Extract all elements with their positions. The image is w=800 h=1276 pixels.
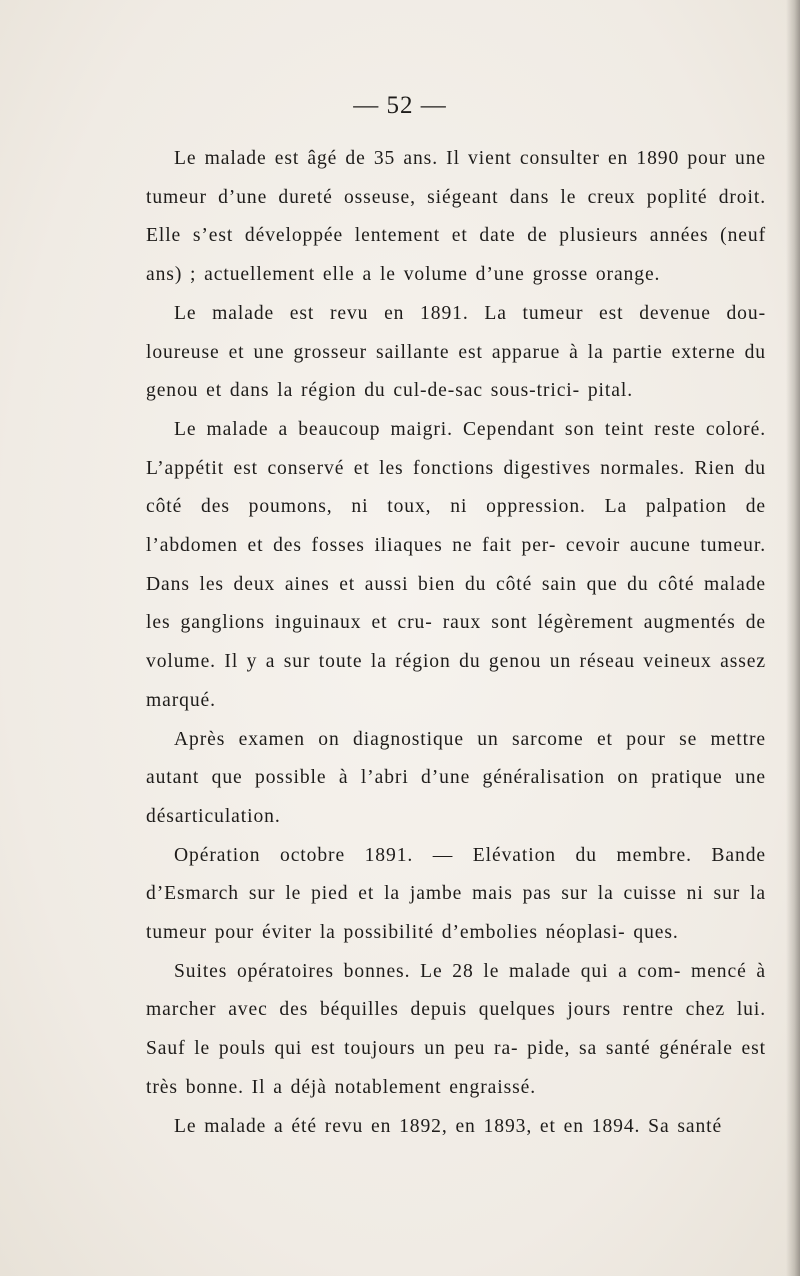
paragraph-7: Le malade a été revu en 1892, en 1893, et en 1894. Sa santé — [174, 1115, 723, 1137]
paragraph-4: Après examen on diagnostique un sarcome et pour se mettre autant que possible à l’abri d’une généralisation on pratique une désarticulation. — [146, 728, 766, 827]
body-text — [146, 140, 766, 1146]
page-edge-shadow — [786, 0, 800, 1276]
page-number: — 52 — — [353, 92, 447, 119]
paragraph-6: Suites opératoires bonnes. Le 28 le malade qui a com- mencé à marcher avec des béquilles depuis quelques jours rentre chez lui. Sauf le pouls qui est toujours un peu ra- pide, sa santé générale est très bonne. Il a déjà notablement engraissé. — [146, 960, 766, 1098]
paragraph-5: Opération octobre 1891. — Elévation du membre. Bande d’Esmarch sur le pied et la jambe mais pas sur la cuisse ni sur la tumeur pour éviter la possibilité d’embolies néoplasi- ques. — [146, 844, 766, 944]
paragraph-1: Le malade est âgé de 35 ans. Il vient consulter en 1890 pour une tumeur d’une dureté osseuse, siégeant dans le creux poplité droit. Elle s’est développée lentement et date de plusieurs années (neuf ans) ; actuellement elle a le volume d’une grosse orange. — [146, 148, 766, 286]
paragraph-2: Le malade est revu en 1891. La tumeur est devenue dou- loureuse et une grosseur saillante est apparue à la partie externe du genou et dans la région du cul-de-sac sous-trici- pital. — [146, 302, 766, 402]
paragraph-3: Le malade a beaucoup maigri. Cependant son teint reste coloré. L’appétit est conservé et les fonctions digestives normales. Rien du côté des poumons, ni toux, ni oppression. La palpation de l’abdomen et des fosses iliaques ne fait per- cevoir aucune tumeur. Dans les deux aines et aussi bien du côté sain que du côté malade les ganglions inguinaux et cru- raux sont légèrement augmentés de volume. Il y a sur toute la région du genou un réseau veineux assez marqué. — [146, 418, 766, 711]
